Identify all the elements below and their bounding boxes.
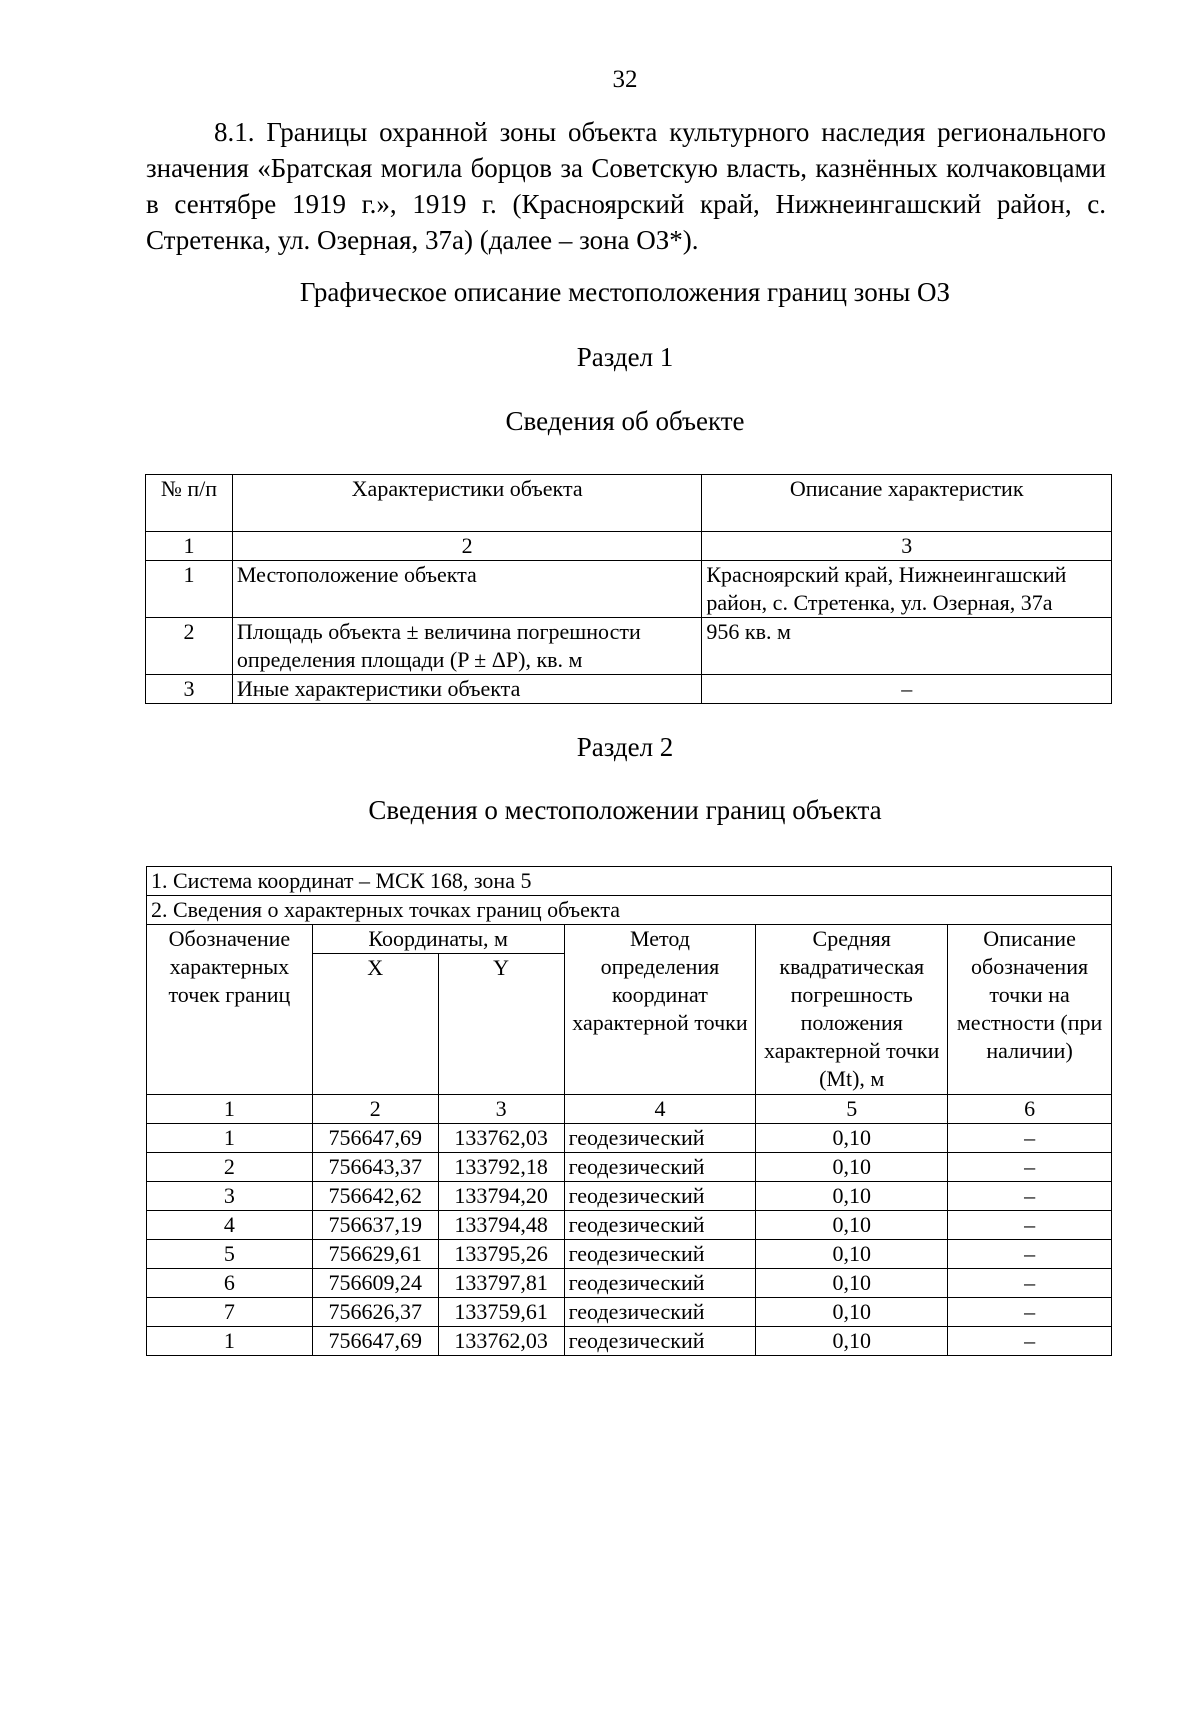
- point-label: 1: [147, 1124, 313, 1153]
- col-number: 1: [146, 532, 233, 561]
- section2-subtitle: Сведения о местоположении границ объекта: [368, 795, 882, 825]
- mt-error: 0,10: [756, 1240, 948, 1269]
- points-body: [147, 1124, 1112, 1356]
- point-label: 3: [147, 1182, 313, 1211]
- mt-error: 0,10: [756, 1211, 948, 1240]
- method: геодезический: [564, 1298, 756, 1327]
- mt-error: 0,10: [756, 1153, 948, 1182]
- coord-x: 756609,24: [312, 1269, 438, 1298]
- point-description: –: [948, 1240, 1112, 1269]
- table-row: [146, 618, 1112, 675]
- table-row: [147, 1240, 1112, 1269]
- coord-y: 133792,18: [438, 1153, 564, 1182]
- coord-x: 756642,62: [312, 1182, 438, 1211]
- header-number: № п/п: [146, 475, 233, 532]
- header-point-description: Описание обозначения точки на местности (при наличии): [948, 925, 1112, 1095]
- table-header-row: [146, 475, 1112, 532]
- col-number: 2: [312, 1095, 438, 1124]
- coord-y: 133795,26: [438, 1240, 564, 1269]
- point-label: 5: [147, 1240, 313, 1269]
- coord-y: 133762,03: [438, 1124, 564, 1153]
- page-number: 32: [612, 66, 638, 93]
- point-label: 2: [147, 1153, 313, 1182]
- coord-x: 756629,61: [312, 1240, 438, 1269]
- method: геодезический: [564, 1182, 756, 1211]
- header-designation: Обозначение характерных точек границ: [147, 925, 313, 1095]
- header-coordinates: Координаты, м: [312, 925, 564, 954]
- col-number: 6: [948, 1095, 1112, 1124]
- coord-y: 133794,20: [438, 1182, 564, 1211]
- coord-y: 133759,61: [438, 1298, 564, 1327]
- row-description: Красноярский край, Нижнеингашский район, с. Стретенка, ул. Озерная, 37а: [702, 561, 1112, 618]
- col-number: 3: [702, 532, 1112, 561]
- coordinate-system: 1. Система координат – МСК 168, зона 5: [147, 867, 1112, 896]
- header-y: Y: [438, 954, 564, 1095]
- point-description: –: [948, 1124, 1112, 1153]
- table-row: [147, 1153, 1112, 1182]
- point-label: 7: [147, 1298, 313, 1327]
- point-description: –: [948, 1298, 1112, 1327]
- method: геодезический: [564, 1124, 756, 1153]
- method: геодезический: [564, 1327, 756, 1356]
- section2-title: Раздел 2: [576, 732, 674, 762]
- col-number: 5: [756, 1095, 948, 1124]
- method: геодезический: [564, 1211, 756, 1240]
- col-number: 3: [438, 1095, 564, 1124]
- table-row: [147, 1327, 1112, 1356]
- row-number: 2: [146, 618, 233, 675]
- coord-x: 756643,37: [312, 1153, 438, 1182]
- table-row: [147, 1182, 1112, 1211]
- table-row: [147, 1298, 1112, 1327]
- coord-y: 133794,48: [438, 1211, 564, 1240]
- column-number-row: [147, 1095, 1112, 1124]
- col-number: 1: [147, 1095, 313, 1124]
- col-number: 4: [564, 1095, 756, 1124]
- point-description: –: [948, 1211, 1112, 1240]
- row-characteristic: Иные характеристики объекта: [232, 675, 701, 704]
- method: геодезический: [564, 1240, 756, 1269]
- header-method: Метод определения координат характерной точки: [564, 925, 756, 1095]
- col-number: 2: [232, 532, 701, 561]
- row-description: 956 кв. м: [702, 618, 1112, 675]
- coordinate-system-row: [147, 867, 1112, 896]
- header-error: Средняя квадратическая погрешность положения характерной точки (Mt), м: [756, 925, 948, 1095]
- row-number: 3: [146, 675, 233, 704]
- header-x: X: [312, 954, 438, 1095]
- table-row: [146, 675, 1112, 704]
- section1-subtitle: Сведения об объекте: [505, 406, 745, 436]
- coord-x: 756647,69: [312, 1124, 438, 1153]
- point-description: –: [948, 1269, 1112, 1298]
- object-info-table: [145, 474, 1112, 704]
- point-label: 4: [147, 1211, 313, 1240]
- mt-error: 0,10: [756, 1298, 948, 1327]
- mt-error: 0,10: [756, 1327, 948, 1356]
- point-label: 6: [147, 1269, 313, 1298]
- coord-x: 756626,37: [312, 1298, 438, 1327]
- table-row: [146, 561, 1112, 618]
- coord-x: 756637,19: [312, 1211, 438, 1240]
- mt-error: 0,10: [756, 1269, 948, 1298]
- point-description: –: [948, 1182, 1112, 1211]
- row-characteristic: Местоположение объекта: [232, 561, 701, 618]
- graphic-description-title: Графическое описание местоположения границ зоны ОЗ: [299, 277, 951, 307]
- point-description: –: [948, 1327, 1112, 1356]
- row-description: –: [702, 675, 1112, 704]
- header-description: Описание характеристик: [702, 475, 1112, 532]
- row-number: 1: [146, 561, 233, 618]
- method: геодезический: [564, 1269, 756, 1298]
- point-label: 1: [147, 1327, 313, 1356]
- mt-error: 0,10: [756, 1182, 948, 1211]
- header-characteristic: Характеристики объекта: [232, 475, 701, 532]
- points-title-row: [147, 896, 1112, 925]
- coord-y: 133762,03: [438, 1327, 564, 1356]
- mt-error: 0,10: [756, 1124, 948, 1153]
- section1-title: Раздел 1: [576, 342, 674, 372]
- table-row: [147, 1124, 1112, 1153]
- coord-y: 133797,81: [438, 1269, 564, 1298]
- point-description: –: [948, 1153, 1112, 1182]
- boundary-points-table: [146, 866, 1112, 1356]
- table-header-row: [147, 925, 1112, 954]
- intro-paragraph: 8.1. Границы охранной зоны объекта культурного наследия регионального значения «Братская могила борцов за Советскую власть, казнённых колчаковцами в сентябре 1919 г.», 1919 г. (Красноярский край, Нижнеингашский район, с. Стретенка, ул. Озерная, 37а) (далее – зона ОЗ*).: [146, 117, 1106, 255]
- table-row: [147, 1211, 1112, 1240]
- column-number-row: [146, 532, 1112, 561]
- row-characteristic: Площадь объекта ± величина погрешности определения площади (P ± ΔP), кв. м: [232, 618, 701, 675]
- points-title: 2. Сведения о характерных точках границ объекта: [147, 896, 1112, 925]
- table-row: [147, 1269, 1112, 1298]
- method: геодезический: [564, 1153, 756, 1182]
- coord-x: 756647,69: [312, 1327, 438, 1356]
